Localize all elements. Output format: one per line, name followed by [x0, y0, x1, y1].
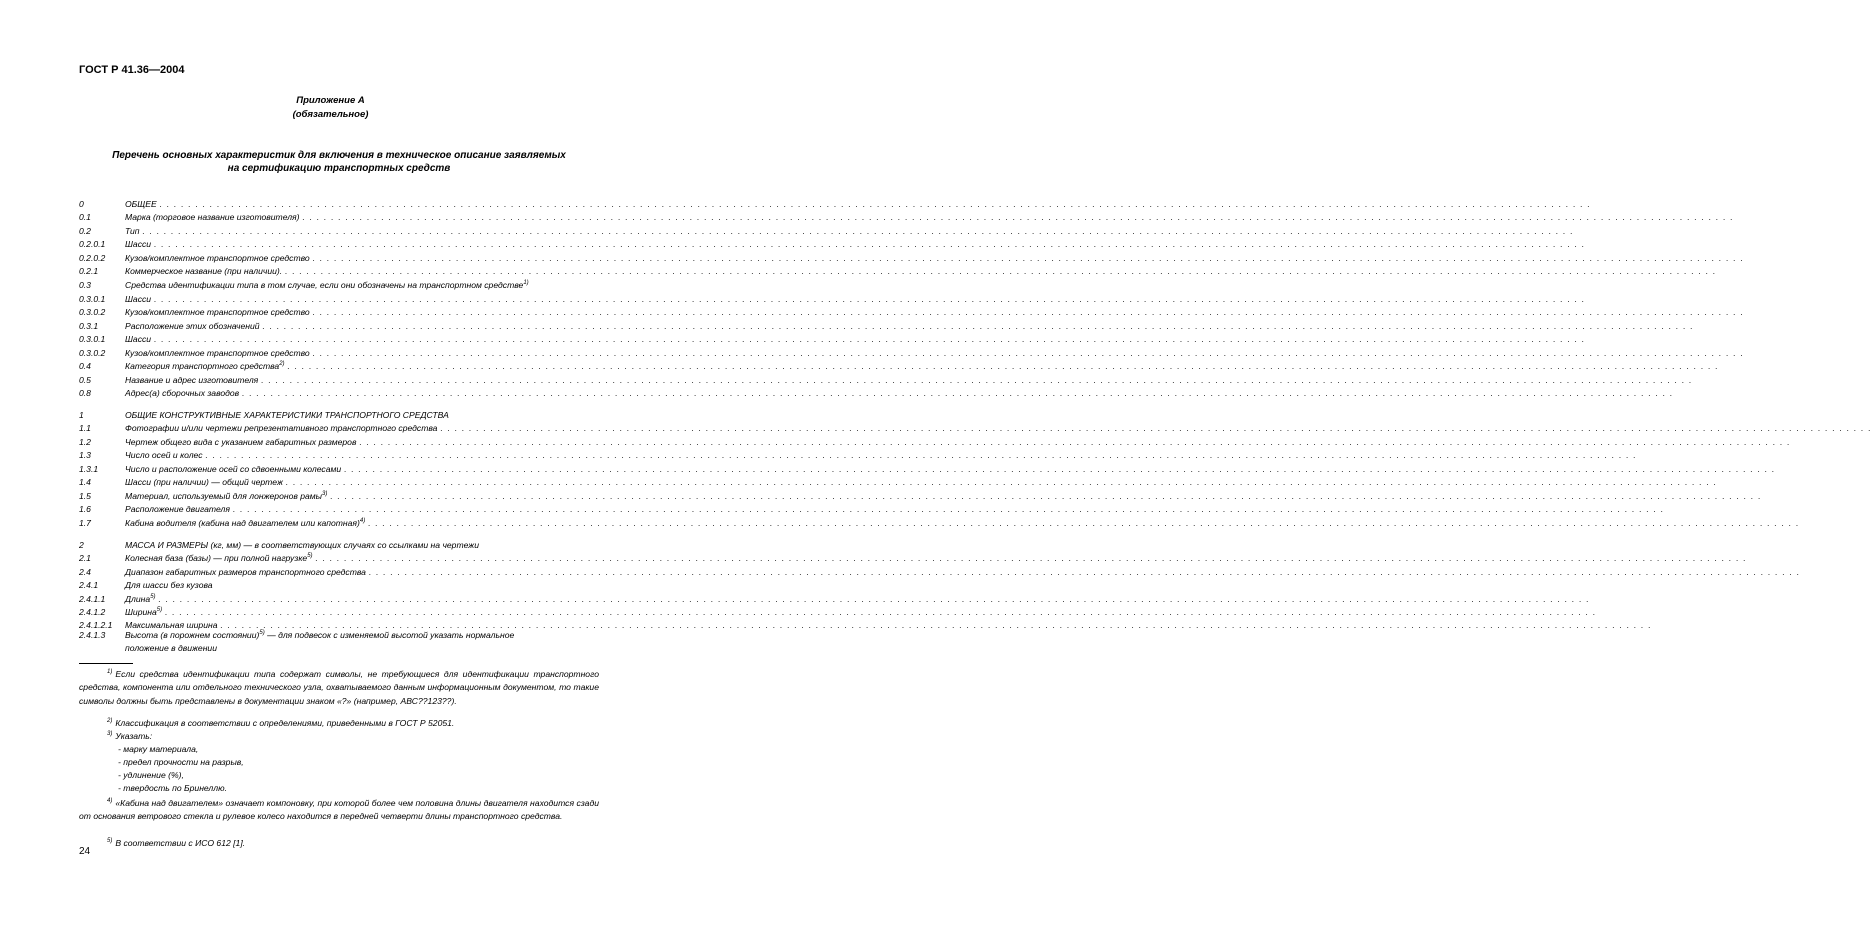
footnote-5 — [107, 838, 245, 848]
item-number: 0.2.1 — [79, 266, 99, 276]
item-number: 2 — [79, 540, 84, 550]
item-text — [125, 450, 206, 460]
list-item — [79, 553, 1747, 566]
dot-leader: . . . . . . . . . . . . . . . . . . . . . . . . . . . . . . . . . . . . . . . . . . . . . . . . . . . . . . . . . . . . . . . . . . . . . . . . . . . . . . . . . . . . . . . . . . . . . . . . . . . . . . . . . . . . . . . . . . . . . . . . . . . . . . . . . . . . . . . . . . . . . . . . . . . . . . . . . . . . . . . . . . . . . . . . . . . . . . . . . . . . . . . . . . . . . . . . . . . . . . . . — [142, 226, 1574, 236]
item-text-main: Расположение этих обозначений — [125, 321, 260, 331]
item-number: 0.3 — [79, 280, 91, 290]
list-item — [79, 423, 1872, 436]
list-item — [79, 630, 595, 643]
item-text-main: Для шасси без кузова — [125, 580, 213, 590]
item-text — [125, 410, 452, 420]
dot-leader: . . . . . . . . . . . . . . . . . . . . . . . . . . . . . . . . . . . . . . . . . . . . . . . . . . . . . . . . . . . . . . . . . . . . . . . . . . . . . . . . . . . . . . . . . . . . . . . . . . . . . . . . . . . . . . . . . . . . . . . . . . . . . . . . . . . . . . . . . . . . . . . . . . . . . . . . . . . . . . . . . . . . . . . . . . . . . . . . . . . . . . . . . . . . . . . . . . . . . . . . — [312, 307, 1745, 317]
item-number: 0.5 — [79, 375, 91, 385]
item-text — [125, 307, 313, 317]
item-number: 1.6 — [79, 504, 91, 514]
footnote-5-mark: 5) — [107, 838, 113, 845]
dot-leader: . . . . . . . . . . . . . . . . . . . . . . . . . . . . . . . . . . . . . . . . . . . . . . . . . . . . . . . . . . . . . . . . . . . . . . . . . . . . . . . . . . . . . . . . . . . . . . . . . . . . . . . . . . . . . . . . . . . . . . . . . . . . . . . . . . . . . . . . . . . . . . . . . . . . . . . . . . . . . . . . . . . . . . . . . . . . . . . . . . . . . . . . . . . . . . . . . . . . . . . . — [158, 594, 1590, 604]
item-text-rest: — для подвесок с изменяемой высотой указать нормальное — [264, 630, 515, 640]
dot-leader: . . . . . . . . . . . . . . . . . . . . . . . . . . . . . . . . . . . . . . . . . . . . . . . . . . . . . . . . . . . . . . . . . . . . . . . . . . . . . . . . . . . . . . . . . . . . . . . . . . . . . . . . . . . . . . . . . . . . . . . . . . . . . . . . . . . . . . . . . . . . . . . . . . . . . . . . . . . . . . . . . . . . . . . . . . . . . . . . . . . . . . . . . . . . . . . . . . . . . . . . — [330, 491, 1762, 501]
list-item — [79, 518, 1800, 531]
item-text-main: Колесная база (базы) — при полной нагрузке — [125, 553, 308, 563]
list-item — [79, 348, 1745, 361]
list-item — [79, 491, 1762, 504]
item-text — [125, 540, 482, 550]
footnote-3-item: - твердость по Бринеллю. — [118, 783, 227, 793]
dot-leader: . . . . . . . . . . . . . . . . . . . . . . . . . . . . . . . . . . . . . . . . . . . . . . . . . . . . . . . . . . . . . . . . . . . . . . . . . . . . . . . . . . . . . . . . . . . . . . . . . . . . . . . . . . . . . . . . . . . . . . . . . . . . . . . . . . . . . . . . . . . . . . . . . . . . . . . . . . . . . . . . . . . . . . . . . . . . . . . . . . . . . . . . . . . . . . . . . . . . . . . . — [344, 464, 1776, 474]
list-item — [79, 410, 595, 423]
dot-leader: . . . . . . . . . . . . . . . . . . . . . . . . . . . . . . . . . . . . . . . . . . . . . . . . . . . . . . . . . . . . . . . . . . . . . . . . . . . . . . . . . . . . . . . . . . . . . . . . . . . . . . . . . . . . . . . . . . . . . . . . . . . . . . . . . . . . . . . . . . . . . . . . . . . . . . . . . . . . . . . . . . . . . . . . . . . . . . . . . . . . . . . . . . . . . . . . . . . . . . . . — [262, 321, 1694, 331]
list-item — [79, 607, 1597, 620]
dot-leader: . . . . . . . . . . . . . . . . . . . . . . . . . . . . . . . . . . . . . . . . . . . . . . . . . . . . . . . . . . . . . . . . . . . . . . . . . . . . . . . . . . . . . . . . . . . . . . . . . . . . . . . . . . . . . . . . . . . . . . . . . . . . . . . . . . . . . . . . . . . . . . . . . . . . . . . . . . . . . . . . . . . . . . . . . . . . . . . . . . . . . . . . . . . . . . . . . . . . . . . . — [312, 348, 1745, 358]
item-text-main: Расположение двигателя — [125, 504, 230, 514]
item-number: 2.4.1.3 — [79, 630, 106, 640]
item-number: 0.2 — [79, 226, 91, 236]
item-text — [125, 594, 159, 604]
item-number: 2.4 — [79, 567, 91, 577]
footnote-1-text: Если средства идентификации типа содержат символы, не требующиеся для идентификации транспортного средства, компонента или отдельного технического узла, охватываемого данным информационным документом, то такие символы должны быть представлены в документации знаком «?» (например, АВС??123??). — [79, 669, 599, 706]
list-item — [79, 437, 1791, 450]
footnote-ref: 5) — [156, 607, 163, 614]
item-text-main: Шасси — [125, 294, 152, 304]
list-item — [79, 226, 1574, 239]
item-text-main: Название и адрес изготовителя — [125, 375, 259, 385]
list-item — [79, 594, 1590, 607]
item-text-main: Адрес(а) сборочных заводов — [125, 388, 240, 398]
footnote-5-text: В соответствии с ИСО 612 [1]. — [115, 838, 246, 848]
item-text — [125, 504, 233, 514]
item-number: 0.2.0.1 — [79, 239, 106, 249]
item-text-main: Тип — [125, 226, 140, 236]
dot-leader: . . . . . . . . . . . . . . . . . . . . . . . . . . . . . . . . . . . . . . . . . . . . . . . . . . . . . . . . . . . . . . . . . . . . . . . . . . . . . . . . . . . . . . . . . . . . . . . . . . . . . . . . . . . . . . . . . . . . . . . . . . . . . . . . . . . . . . . . . . . . . . . . . . . . . . . . . . . . . . . . . . . . . . . . . . . . . . . . . . . . . . . . . . . . . . . . . . . . . . . . — [154, 294, 1586, 304]
item-text — [125, 294, 154, 304]
footnote-3-item: - удлинение (%), — [118, 770, 184, 780]
item-number: 0.3.0.2 — [79, 307, 106, 317]
footnote-3-mark: 3) — [107, 731, 113, 738]
item-text-main: МАССА И РАЗМЕРЫ (кг, мм) — в соответствующих случаях со ссылками на чертежи — [125, 540, 479, 550]
item-number: 0.1 — [79, 212, 91, 222]
item-text — [125, 437, 359, 447]
dot-leader: . . . . . . . . . . . . . . . . . . . . . . . . . . . . . . . . . . . . . . . . . . . . . . . . . . . . . . . . . . . . . . . . . . . . . . . . . . . . . . . . . . . . . . . . . . . . . . . . . . . . . . . . . . . . . . . . . . . . . . . . . . . . . . . . . . . . . . . . . . . . . . . . . . . . . . . . . . . . . . . . . . . . . . . . . . . . . . . . . . . . . . . . . . . . . . . . . . . . . . . . — [312, 253, 1745, 263]
item-text-main: Коммерческое название (при наличии). — [125, 266, 283, 276]
list-item — [79, 580, 595, 593]
footnote-ref: 4) — [359, 518, 366, 525]
item-text-main: Кабина водителя (кабина над двигателем или капотная) — [125, 518, 360, 528]
item-text-main: Шасси — [125, 334, 152, 344]
item-text — [125, 423, 440, 433]
footnote-ref: 5) — [150, 594, 156, 601]
item-number: 1.3 — [79, 450, 91, 460]
dot-leader: . . . . . . . . . . . . . . . . . . . . . . . . . . . . . . . . . . . . . . . . . . . . . . . . . . . . . . . . . . . . . . . . . . . . . . . . . . . . . . . . . . . . . . . . . . . . . . . . . . . . . . . . . . . . . . . . . . . . . . . . . . . . . . . . . . . . . . . . . . . . . . . . . . . . . . . . . . . . . . . . . . . . . . . . . . . . . . . . . . . . . . . . . . . . . . . . . . . . . . . . — [261, 375, 1693, 385]
list-item — [79, 307, 1745, 320]
item-text-main: Марка (торговое название изготовителя) — [125, 212, 300, 222]
dot-leader: . . . . . . . . . . . . . . . . . . . . . . . . . . . . . . . . . . . . . . . . . . . . . . . . . . . . . . . . . . . . . . . . . . . . . . . . . . . . . . . . . . . . . . . . . . . . . . . . . . . . . . . . . . . . . . . . . . . . . . . . . . . . . . . . . . . . . . . . . . . . . . . . . . . . . . . . . . . . . . . . . . . . . . . . . . . . . . . . . . . . . . . . . . . . . . . . . . . . . . . . — [302, 212, 1734, 222]
item-text — [125, 567, 369, 577]
item-text-main: Кузов/комплектное транспортное средство — [125, 348, 310, 358]
dot-leader: . . . . . . . . . . . . . . . . . . . . . . . . . . . . . . . . . . . . . . . . . . . . . . . . . . . . . . . . . . . . . . . . . . . . . . . . . . . . . . . . . . . . . . . . . . . . . . . . . . . . . . . . . . . . . . . . . . . . . . . . . . . . . . . . . . . . . . . . . . . . . . . . . . . . . . . . . . . . . . . . . . . . . . . . . . . . . . . . . . . . . . . . . . . . . . . . . . . . . . . . — [232, 504, 1665, 514]
item-number: 2.4.1.2.1 — [79, 620, 113, 630]
item-number: 0 — [79, 199, 84, 209]
list-item — [79, 321, 1694, 334]
list-item — [79, 388, 1674, 401]
footnote-1 — [79, 668, 599, 708]
item-text — [125, 348, 313, 358]
item-text — [125, 199, 160, 209]
list-heading — [79, 149, 599, 175]
footnote-ref: 1) — [523, 280, 529, 287]
footnote-ref: 5) — [259, 630, 265, 637]
standard-header: ГОСТ Р 41.36—2004 — [79, 64, 185, 76]
item-text-main: Чертеж общего вида с указанием габаритных размеров — [125, 437, 357, 447]
item-text — [125, 239, 154, 249]
footnote-3-text: Указать: — [115, 731, 153, 741]
item-text — [125, 361, 288, 371]
item-text-main: Средства идентификации типа в том случае, если они обозначены на транспортном средстве — [125, 280, 524, 290]
item-number: 0.3.0.1 — [79, 334, 106, 344]
footnote-ref: 2) — [279, 361, 285, 368]
item-text-main: Диапазон габаритных размеров транспортного средства — [125, 567, 366, 577]
list-item — [79, 294, 1586, 307]
item-number: 2.1 — [79, 553, 91, 563]
item-text-main: Высота (в порожнем состоянии) — [125, 630, 260, 640]
dot-leader: . . . . . . . . . . . . . . . . . . . . . . . . . . . . . . . . . . . . . . . . . . . . . . . . . . . . . . . . . . . . . . . . . . . . . . . . . . . . . . . . . . . . . . . . . . . . . . . . . . . . . . . . . . . . . . . . . . . . . . . . . . . . . . . . . . . . . . . . . . . . . . . . . . . . . . . . . . . . . . . . . . . . . . . . . . . . . . . . . . . . . . . . . . . . . . . . . . . . . . . . — [205, 450, 1638, 460]
footnote-1-mark: 1) — [107, 669, 113, 676]
item-text-main: Длина — [125, 594, 151, 604]
list-item — [79, 464, 1776, 477]
dot-leader: . . . . . . . . . . . . . . . . . . . . . . . . . . . . . . . . . . . . . . . . . . . . . . . . . . . . . . . . . . . . . . . . . . . . . . . . . . . . . . . . . . . . . . . . . . . . . . . . . . . . . . . . . . . . . . . . . . . . . . . . . . . . . . . . . . . . . . . . . . . . . . . . . . . . . . . . . . . . . . . . . . . . . . . . . . . . . . . . . . . . . . . . . . . . . . . . . . . . . . . . — [285, 477, 1718, 487]
item-text — [125, 491, 330, 501]
footnote-ref: 3) — [322, 491, 328, 498]
dot-leader: . . . . . . . . . . . . . . . . . . . . . . . . . . . . . . . . . . . . . . . . . . . . . . . . . . . . . . . . . . . . . . . . . . . . . . . . . . . . . . . . . . . . . . . . . . . . . . . . . . . . . . . . . . . . . . . . . . . . . . . . . . . . . . . . . . . . . . . . . . . . . . . . . . . . . . . . . . . . . . . . . . . . . . . . . . . . . . . . . . . . . . . . . . . . . . . . . . . . . . . . — [315, 553, 1747, 563]
item-text — [125, 630, 517, 640]
item-text-main: Шасси (при наличии) — общий чертеж — [125, 477, 283, 487]
item-text-main: Фотографии и/или чертежи репрезентативного транспортного средства — [125, 423, 438, 433]
item-number: 1.7 — [79, 518, 91, 528]
item-text — [125, 553, 316, 563]
list-item — [79, 504, 1665, 517]
item-number: 1 — [79, 410, 84, 420]
item-text — [125, 253, 313, 263]
footnote-3-item: - марку материала, — [118, 744, 199, 754]
annex-title: Приложение А — [296, 95, 365, 106]
dot-leader: . . . . . . . . . . . . . . . . . . . . . . . . . . . . . . . . . . . . . . . . . . . . . . . . . . . . . . . . . . . . . . . . . . . . . . . . . . . . . . . . . . . . . . . . . . . . . . . . . . . . . . . . . . . . . . . . . . . . . . . . . . . . . . . . . . . . . . . . . . . . . . . . . . . . . . . . . . . . . . . . . . . . . . . . . . . . . . . . . . . . . . . . . . . . . . . . . . . . . . . . — [359, 437, 1791, 447]
item-number: 2.4.1.1 — [79, 594, 106, 604]
dot-leader: . . . . . . . . . . . . . . . . . . . . . . . . . . . . . . . . . . . . . . . . . . . . . . . . . . . . . . . . . . . . . . . . . . . . . . . . . . . . . . . . . . . . . . . . . . . . . . . . . . . . . . . . . . . . . . . . . . . . . . . . . . . . . . . . . . . . . . . . . . . . . . . . . . . . . . . . . . . . . . . . . . . . . . . . . . . . . . . . . . . . . . . . . . . . . . . . . . . . . . . . — [242, 388, 1674, 398]
dot-leader: . . . . . . . . . . . . . . . . . . . . . . . . . . . . . . . . . . . . . . . . . . . . . . . . . . . . . . . . . . . . . . . . . . . . . . . . . . . . . . . . . . . . . . . . . . . . . . . . . . . . . . . . . . . . . . . . . . . . . . . . . . . . . . . . . . . . . . . . . . . . . . . . . . . . . . . . . . . . . . . . . . . . . . . . . . . . . . . . . . . . . . . . . . . . . . . . . . . . . . . . — [165, 607, 1597, 617]
item-number: 0.3.1 — [79, 321, 99, 331]
item-text-main: Категория транспортного средства — [125, 361, 280, 371]
footnote-4-text: «Кабина над двигателем» означает компоновку, при которой более чем половина длины двигателя находится сзади от основания ветрового стекла и рулевое колесо находится в передней четверти длины транспортного средства. — [79, 798, 599, 822]
item-text — [125, 375, 261, 385]
list-heading-line2: на сертификацию транспортных средств — [227, 163, 451, 174]
item-2413-continuation: положение в движении — [125, 643, 217, 653]
item-text-main: Шасси — [125, 239, 152, 249]
item-text-main: Ширина — [125, 607, 157, 617]
item-number: 0.2.0.2 — [79, 253, 106, 263]
item-text — [125, 477, 286, 487]
footnote-4 — [79, 797, 599, 824]
dot-leader: . . . . . . . . . . . . . . . . . . . . . . . . . . . . . . . . . . . . . . . . . . . . . . . . . . . . . . . . . . . . . . . . . . . . . . . . . . . . . . . . . . . . . . . . . . . . . . . . . . . . . . . . . . . . . . . . . . . . . . . . . . . . . . . . . . . . . . . . . . . . . . . . . . . . . . . . . . . . . . . . . . . . . . . . . . . . . . . . . . . . . . . . . . . . . . . . . . . . . . . . — [368, 518, 1800, 528]
item-number: 0.3.0.1 — [79, 294, 106, 304]
dot-leader: . . . . . . . . . . . . . . . . . . . . . . . . . . . . . . . . . . . . . . . . . . . . . . . . . . . . . . . . . . . . . . . . . . . . . . . . . . . . . . . . . . . . . . . . . . . . . . . . . . . . . . . . . . . . . . . . . . . . . . . . . . . . . . . . . . . . . . . . . . . . . . . . . . . . . . . . . . . . . . . . . . . . . . . . . . . . . . . . . . . . . . . . . . . . . . . . . . . . . . . . — [285, 266, 1717, 276]
footnote-2-mark: 2) — [107, 718, 113, 725]
item-text — [125, 226, 142, 236]
item-number: 1.4 — [79, 477, 91, 487]
list-item — [79, 253, 1745, 266]
footnote-rule — [79, 663, 133, 664]
item-text — [125, 464, 344, 474]
footnote-ref: 5) — [307, 553, 313, 560]
item-number: 0.4 — [79, 361, 91, 371]
item-number: 0.3.0.2 — [79, 348, 106, 358]
dot-leader: . . . . . . . . . . . . . . . . . . . . . . . . . . . . . . . . . . . . . . . . . . . . . . . . . . . . . . . . . . . . . . . . . . . . . . . . . . . . . . . . . . . . . . . . . . . . . . . . . . . . . . . . . . . . . . . . . . . . . . . . . . . . . . . . . . . . . . . . . . . . . . . . . . . . . . . . . . . . . . . . . . . . . . . . . . . . . . . . . . . . . . . . . . . . . . . . . . . . . . . . — [220, 620, 1652, 630]
item-number: 1.3.1 — [79, 464, 99, 474]
item-number: 1.1 — [79, 423, 91, 433]
dot-leader: . . . . . . . . . . . . . . . . . . . . . . . . . . . . . . . . . . . . . . . . . . . . . . . . . . . . . . . . . . . . . . . . . . . . . . . . . . . . . . . . . . . . . . . . . . . . . . . . . . . . . . . . . . . . . . . . . . . . . . . . . . . . . . . . . . . . . . . . . . . . . . . . . . . . . . . . . . . . . . . . . . . . . . . . . . . . . . . . . . . . . . . . . . . . . . . . . . . . . . . . — [287, 361, 1720, 371]
list-item — [79, 450, 1638, 463]
list-item — [79, 375, 1693, 388]
item-text — [125, 388, 242, 398]
dot-leader: . . . . . . . . . . . . . . . . . . . . . . . . . . . . . . . . . . . . . . . . . . . . . . . . . . . . . . . . . . . . . . . . . . . . . . . . . . . . . . . . . . . . . . . . . . . . . . . . . . . . . . . . . . . . . . . . . . . . . . . . . . . . . . . . . . . . . . . . . . . . . . . . . . . . . . . . . . . . . . . . . . . . . . . . . . . . . . . . . . . . . . . . . . . . . . . . . . . . . . . . — [368, 567, 1801, 577]
dot-leader: . . . . . . . . . . . . . . . . . . . . . . . . . . . . . . . . . . . . . . . . . . . . . . . . . . . . . . . . . . . . . . . . . . . . . . . . . . . . . . . . . . . . . . . . . . . . . . . . . . . . . . . . . . . . . . . . . . . . . . . . . . . . . . . . . . . . . . . . . . . . . . . . . . . . . . . . . . . . . . . . . . . . . . . . . . . . . . . . . . . . . . . . . . . . . . . . . . . . . . . . — [440, 423, 1872, 433]
item-text-main: Материал, используемый для лонжеронов рамы — [125, 491, 323, 501]
page-number: 24 — [79, 846, 91, 857]
item-text — [125, 607, 165, 617]
item-text — [125, 266, 285, 276]
footnote-4-mark: 4) — [107, 798, 113, 805]
footnote-2-text: Классификация в соответствии с определениями, приведенными в ГОСТ Р 52051. — [115, 718, 455, 728]
dot-leader: . . . . . . . . . . . . . . . . . . . . . . . . . . . . . . . . . . . . . . . . . . . . . . . . . . . . . . . . . . . . . . . . . . . . . . . . . . . . . . . . . . . . . . . . . . . . . . . . . . . . . . . . . . . . . . . . . . . . . . . . . . . . . . . . . . . . . . . . . . . . . . . . . . . . . . . . . . . . . . . . . . . . . . . . . . . . . . . . . . . . . . . . . . . . . . . . . . . . . . . . — [159, 199, 1592, 209]
item-text-main: Кузов/комплектное транспортное средство — [125, 253, 310, 263]
item-text-main: Число осей и колес — [125, 450, 203, 460]
item-text-main: Число и расположение осей со сдвоенными колесами — [125, 464, 342, 474]
list-item — [79, 567, 1801, 580]
list-item — [79, 334, 1586, 347]
item-text — [125, 334, 154, 344]
item-text — [125, 321, 263, 331]
item-text-main: ОБЩИЕ КОНСТРУКТИВНЫЕ ХАРАКТЕРИСТИКИ ТРАНСПОРТНОГО СРЕДСТВА — [125, 410, 449, 420]
list-item — [79, 477, 1718, 490]
list-item — [79, 540, 595, 553]
item-number: 2.4.1 — [79, 580, 99, 590]
item-number: 1.2 — [79, 437, 91, 447]
item-text — [125, 518, 368, 528]
list-item — [79, 199, 1592, 212]
footnote-3-item: - предел прочности на разрыв, — [118, 757, 244, 767]
item-text-main: Кузов/комплектное транспортное средство — [125, 307, 310, 317]
item-text — [125, 212, 303, 222]
list-item — [79, 212, 1734, 225]
item-number: 0.8 — [79, 388, 91, 398]
list-item — [79, 280, 595, 293]
list-item — [79, 266, 1717, 279]
annex-subtitle: (обязательное) — [292, 109, 369, 120]
dot-leader: . . . . . . . . . . . . . . . . . . . . . . . . . . . . . . . . . . . . . . . . . . . . . . . . . . . . . . . . . . . . . . . . . . . . . . . . . . . . . . . . . . . . . . . . . . . . . . . . . . . . . . . . . . . . . . . . . . . . . . . . . . . . . . . . . . . . . . . . . . . . . . . . . . . . . . . . . . . . . . . . . . . . . . . . . . . . . . . . . . . . . . . . . . . . . . . . . . . . . . . . — [154, 334, 1586, 344]
footnote-3 — [107, 731, 152, 741]
item-text-main: ОБЩЕЕ — [125, 199, 157, 209]
item-text — [125, 280, 532, 290]
footnote-2 — [107, 718, 454, 728]
item-number: 1.5 — [79, 491, 91, 501]
item-text-main: Максимальная ширина — [125, 620, 218, 630]
item-number: 2.4.1.2 — [79, 607, 106, 617]
list-heading-line1: Перечень основных характеристик для включения в техническое описание заявляемых — [112, 150, 566, 161]
dot-leader: . . . . . . . . . . . . . . . . . . . . . . . . . . . . . . . . . . . . . . . . . . . . . . . . . . . . . . . . . . . . . . . . . . . . . . . . . . . . . . . . . . . . . . . . . . . . . . . . . . . . . . . . . . . . . . . . . . . . . . . . . . . . . . . . . . . . . . . . . . . . . . . . . . . . . . . . . . . . . . . . . . . . . . . . . . . . . . . . . . . . . . . . . . . . . . . . . . . . . . . . — [154, 239, 1586, 249]
item-text — [125, 620, 220, 630]
list-item — [79, 239, 1586, 252]
item-text — [125, 580, 216, 590]
list-item — [79, 361, 1720, 374]
